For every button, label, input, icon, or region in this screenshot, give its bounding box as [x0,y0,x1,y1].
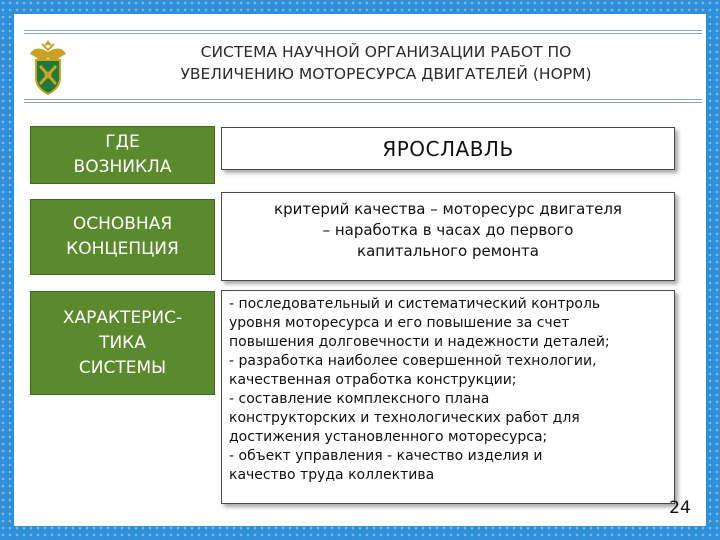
content-line: - объект управления - качество изделия и [229,448,543,464]
label-line: ТИКА [99,332,146,353]
label-line: ГДЕ [105,132,140,152]
slide-title [126,41,646,85]
content-line: капитального ремонта [357,242,539,260]
content-line: качественная отработка конструкции; [229,372,517,388]
content-line: – наработка в часах до первого [322,221,574,239]
label-where-originated [30,126,215,184]
content-line: качество труда коллектива [229,467,435,483]
label-system-characteristics [30,291,215,395]
page-number: 24 [669,498,691,518]
label-line: КОНЦЕПЦИЯ [66,239,179,259]
content-system-characteristics [221,290,675,504]
content-line: уровня моторесурса и его повышение за счет [229,315,570,331]
title-rule-bottom [24,99,702,100]
content-line: - составление комплексного плана [229,391,490,407]
customs-emblem-icon [22,36,74,96]
content-line: - последовательный и систематический контроль [229,296,601,312]
slide-title-line-1: СИСТЕМА НАУЧНОЙ ОРГАНИЗАЦИИ РАБОТ ПО [200,43,572,61]
label-main-concept [30,199,215,275]
label-line: ОСНОВНАЯ [72,214,173,234]
content-where-originated: ЯРОСЛАВЛЬ [221,127,675,170]
label-line: СИСТЕМЫ [78,357,167,378]
slide [14,14,706,526]
content-main-concept [221,192,675,281]
label-line: ХАРАКТЕРИС- [62,307,183,328]
title-rule-bottom-2 [24,102,702,103]
content-line: критерий качества – моторесурс двигателя [274,200,622,218]
content-line: достижения установленного моторесурса; [229,429,548,445]
content-line: конструкторских и технологических работ для [229,410,580,426]
content-line: - разработка наиболее совершенной технологии, [229,353,597,369]
content-line: повышения долговечности и надежности деталей; [229,334,610,350]
label-line: ВОЗНИКЛА [73,157,172,177]
title-rule-top [24,30,702,31]
slide-title-line-2: УВЕЛИЧЕНИЮ МОТОРЕСУРСА ДВИГАТЕЛЕЙ (НОРМ) [180,65,592,83]
title-rule-top-2 [24,33,702,34]
